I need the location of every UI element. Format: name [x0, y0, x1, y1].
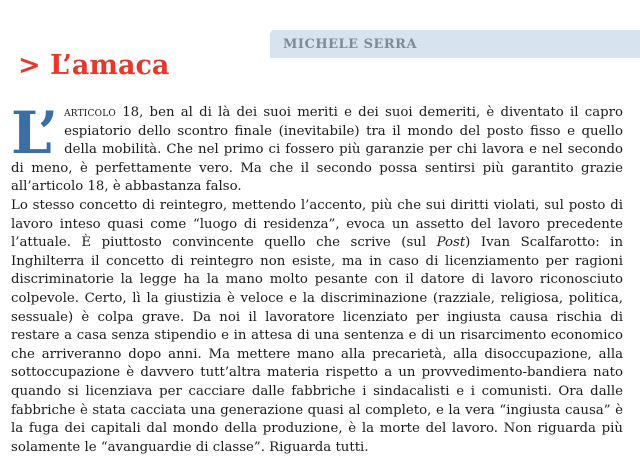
column-title: > L’amaca	[18, 50, 170, 81]
paragraph-2-text-a: Lo stesso concetto di reintegro, mettendo l’accento, più che sui diritti violati, sul posto di lavoro inteso quasi come “luogo di residenza”, evoca un assetto del lavoro precedente l’attuale. È piuttosto convincente quello che scrive (sul	[11, 197, 623, 251]
article-paragraph-2	[11, 197, 623, 457]
paragraph-2-text-b: ) Ivan Scalfarotto: in Inghilterra il concetto di reintegro non esiste, ma in caso di licenziamento per ragioni discriminatorie la legge ha la mano molto pesante con il datore di lavoro riconosciuto colpevole. Certo, lì la giustizia è veloce e la discriminazione (razziale, religiosa, politica, sessuale) è colpa grave. Da noi il lavoratore licenziato per ingiusta causa rischia di restare a casa senza stipendio e in attesa di una sentenza e di un risarcimento economico che arriveranno dopo anni. Ma mettere mano alla precarietà, alla disoccupazione, alla sottoccupazione è davvero tutt’altra materia rispetto a un provvedimento-bandiera nato quando si licenziava per cacciare dalle fabbriche i sindacalisti e i comunisti. Ora dalle fabbriche è stata cacciata una generazione quasi al completo, e la vera “ingiusta causa” è la fuga dei capitali dal mondo della produzione, è la morte del lavoro. Non riguarda più solamente le “avanguardie di classe”. Riguarda tutti.	[11, 235, 624, 455]
header-notch	[258, 30, 272, 58]
drop-cap: L’	[11, 99, 59, 167]
publication-name: Post	[436, 235, 466, 251]
article-paragraph-1	[11, 99, 623, 197]
author-byline: MICHELE SERRA	[283, 37, 418, 52]
first-word: articolo	[64, 105, 116, 120]
article-body	[11, 99, 624, 457]
paragraph-1-text: 18, ben al di là dei suoi meriti e dei suoi demeriti, è diventato il capro espiatorio dello scontro finale (inevitabile) tra il mondo del posto fisso e quello della mobilità. Che nel primo ci fossero più garanzie per chi lavora e nel secondo di meno, è perfettamente vero. Ma che il secondo possa sentirsi più garantito grazie all’articolo 18, è abbastanza falso.	[11, 105, 623, 195]
